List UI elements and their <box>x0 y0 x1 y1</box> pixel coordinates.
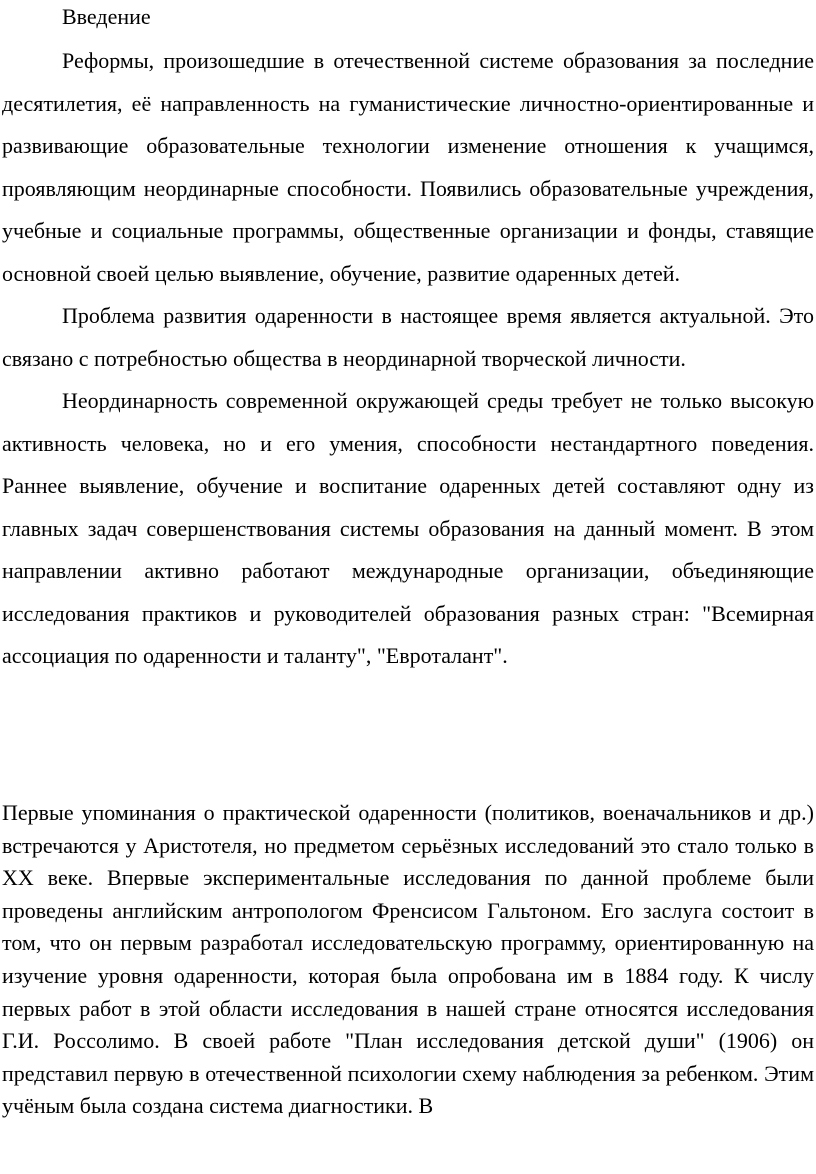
paragraph-history: Первые упоминания о практической одаренности (политиков, военачальников и др.) встречаются у Аристотеля, но предметом серьёзных исследований это стало только в XX веке. Впервые экспериментальные исследования по данной проблеме были проведены английским антропологом Френсисом Гальтоном. Его заслуга состоит в том, что он первым разработал исследовательскую программу, ориентированную на изучение уровня одаренности, которая была опробована им в 1884 году. К числу первых работ в этой области исследования в нашей стране относятся исследования Г.И. Россолимо. В своей работе "План исследования детской души" (1906) он представил первую в отечественной психологии схему наблюдения за ребенком. Этим учёным была создана система диагностики. В <box>2 800 814 1119</box>
document-body-continued <box>0 797 816 1123</box>
paragraph-environment: Неординарность современной окружающей среды требует не только высокую активность человека, но и его умения, способности нестандартного поведения. Раннее выявление, обучение и воспитание одаренных детей составляют одну из главных задач совершенствования системы образования на данный момент. В этом направлении активно работают международные организации, объединяющие исследования практиков и руководителей образования разных стран: "Всемирная ассоциация по одаренности и таланту", "Евроталант". <box>2 388 814 668</box>
paragraph-problem: Проблема развития одаренности в настоящее время является актуальной. Это связано с потребностью общества в неординарной творческой личности. <box>2 303 814 371</box>
document-body <box>0 40 816 678</box>
document-heading: Введение <box>62 4 151 29</box>
paragraph-reforms: Реформы, произошедшие в отечественной системе образования за последние десятилетия, её направленность на гуманистические личностно-ориентированные и развивающие образовательные технологии изменение отношения к учащимся, проявляющим неординарные способности. Появились образовательные учреждения, учебные и социальные программы, общественные организации и фонды, ставящие основной своей целью выявление, обучение, развитие одаренных детей. <box>2 48 814 286</box>
